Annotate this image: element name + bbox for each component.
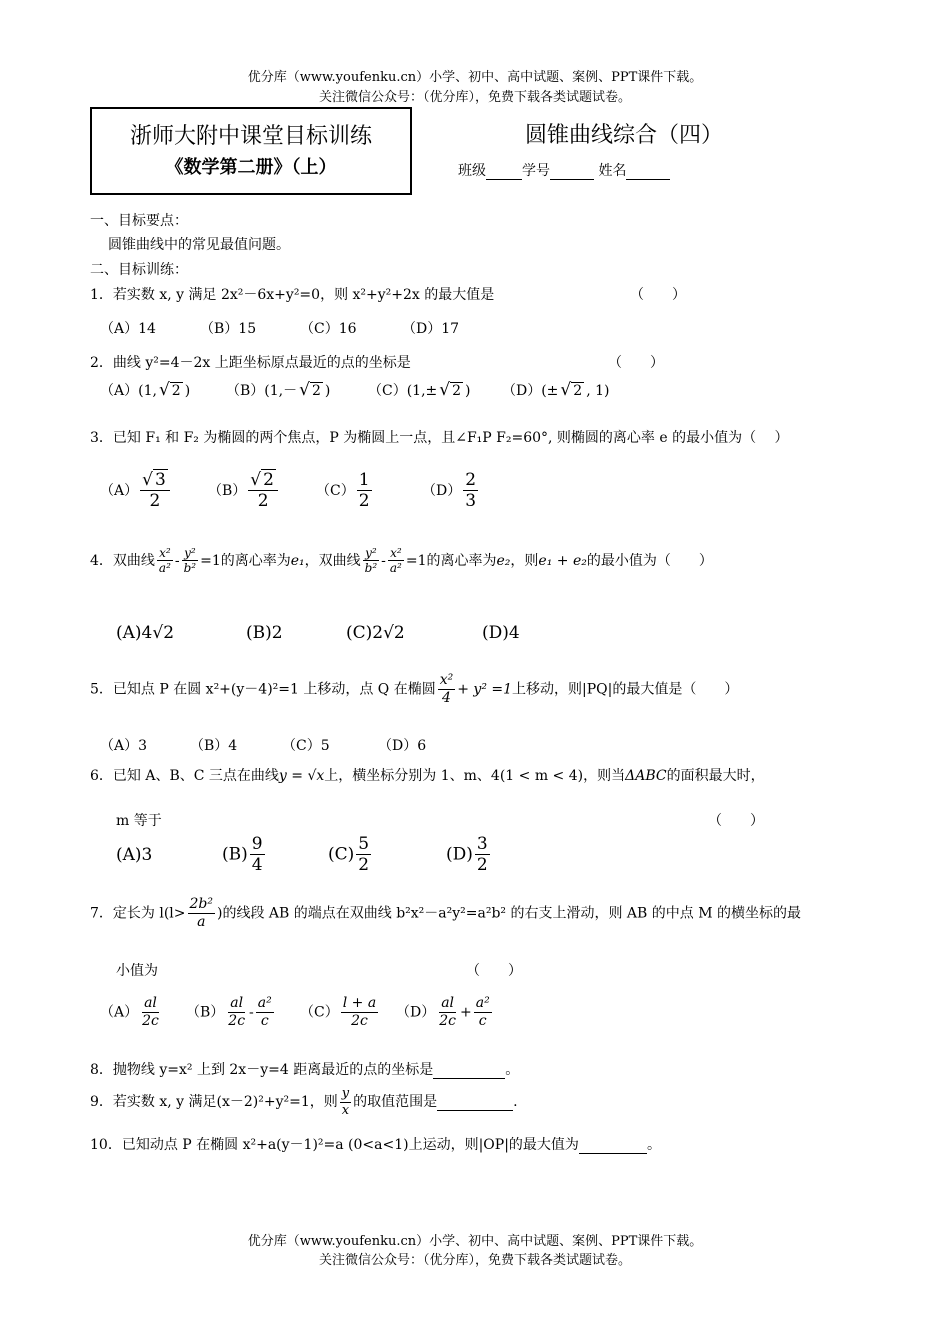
q7-option-a: （A） $\frac{al}{2c}$ [100,995,159,1029]
q5-option-b: （B）4 [190,738,238,754]
student-info [458,160,670,180]
header-line-2: 关注微信公众号：（优分库），免费下载各类试题试卷。 [318,90,631,105]
question-9: 9．若实数 x, y 满足(x－2)²+y²=1，则 $\frac{y}{x}$ 的取值范围是 . [90,1086,518,1118]
section-1-body: 圆锥曲线中的常见最值问题。 [108,237,290,253]
course-book: 《数学第二册》（上） [165,157,337,178]
q5-option-a: （A）3 [100,738,148,754]
question-8: 8．抛物线 y=x² 上到 2x－y=4 距离最近的点的坐标是 。 [90,1062,520,1078]
name-label: 姓名 [598,163,627,179]
q6-option-d: (D) $\frac{3}{2}$ [446,834,488,876]
header-line-1: 优分库（www.youfenku.cn）小学、初中、高中试题、案例、PPT课件下载。 [247,70,703,85]
question-7: 7．定长为 l(l> $\frac{\text{2b²}}{a}$ )的线段 AB 的端点在双曲线 b²x²－a²y²=a²b² 的右支上滑动，则 AB 的中点 M 的横坐标的最 [90,896,802,930]
q4-option-b: (B)2 [246,623,283,643]
question-1: 1．若实数 x, y 满足 2x²－6x+y²=0，则 x²+y²+2x 的最大值是 [90,287,495,303]
footer-line-2: 关注微信公众号：（优分库），免费下载各类试题试卷。 [318,1253,631,1268]
q3-option-a: （A） $\frac{√ 3}{2}$ [100,470,172,512]
q4-option-c: (C)2√2 [346,623,405,643]
q1-option-a: （A）14 [100,321,156,337]
section-1-heading: 一、目标要点： [90,213,188,229]
q2-option-c: （C）(1,± √ 2 ) [368,380,471,400]
q2-option-d: （D）(± √ 2 , 1) [502,380,610,400]
question-3: 3．已知 F₁ 和 F₂ 为椭圆的两个焦点，P 为椭圆上一点，且∠F₁P F₂=60°, 则椭圆的离心率 e 的最小值为（ ） [90,430,789,446]
q1-option-c: （C）16 [300,321,357,337]
q10-answer-blank[interactable] [579,1137,647,1154]
q3-option-d: （D） $\frac{2}{3}$ [422,470,477,512]
footer-line-1: 优分库（www.youfenku.cn）小学、初中、高中试题、案例、PPT课件下载。 [247,1234,703,1249]
q6-option-c: (C) $\frac{5}{2}$ [328,834,370,876]
q4-option-d: (D)4 [482,623,520,643]
number-label: 学号 [522,163,550,179]
q1-option-b: （B）15 [200,321,257,337]
q7-line-2: 小值为 [116,963,158,979]
q7-option-d: （D） $\frac{al}{2c}$ + $\frac{\text{a²}}{c}$ [396,995,490,1029]
q3-option-b: （B） $\frac{√ 2}{2}$ [208,470,280,512]
q5-option-d: （D）6 [378,738,427,754]
page-title: 圆锥曲线综合（四） [525,123,724,148]
course-name: 浙师大附中课堂目标训练 [129,124,372,149]
q3-option-c: （C） $\frac{1}{2}$ [316,470,370,512]
q2-option-a: （A）(1, √ 2 ) [100,380,191,400]
q8-answer-blank[interactable] [433,1062,505,1079]
q1-answer-paren[interactable]: （ ） [630,287,686,303]
question-4: 4．双曲线 $\frac{\text{x²}}{\text{a²}}$ - $\frac{\text{y²}}{\text{b²}}$ =1的离心率为e₁，双曲线 $\frac{\text{y²}}{\text{b²}}$ - $\frac{\text{x²}}{\text{a²}}$ =1的离心率为e₂，则e₁ + e₂的最小值为（ ） [90,546,713,576]
q6-option-b: (B) $\frac{9}{4}$ [222,834,263,876]
q2-answer-paren[interactable]: （ ） [608,355,664,371]
q7-option-c: （C） $\frac{l + a}{2c}$ [300,995,377,1029]
section-2-heading: 二、目标训练： [90,262,188,278]
number-blank[interactable] [550,163,594,180]
q4-option-a: (A)4√2 [116,623,175,643]
question-5: 5．已知点 P 在圆 x²+(y－4)²=1 上移动，点 Q 在椭圆 $\frac{\text{x²}}{4}$ + y² =1上移动，则|PQ|的最大值是（ ） [90,672,739,706]
class-label: 班级 [458,163,486,179]
question-2: 2．曲线 y²=4－2x 上距坐标原点最近的点的坐标是 [90,355,411,371]
q9-answer-blank[interactable] [437,1094,513,1111]
class-blank[interactable] [486,163,522,180]
q7-answer-paren[interactable]: （ ） [466,963,522,979]
q1-option-d: （D）17 [402,321,460,337]
q6-line-2: m 等于 [116,813,162,829]
course-box [90,107,412,195]
question-10: 10．已知动点 P 在椭圆 x²+a(y－1)²=a (0<a<1)上运动，则|OP|的最大值为 。 [90,1137,661,1153]
name-blank[interactable] [626,163,670,180]
q2-option-b: （B）(1,－ √ 2 ) [226,380,331,400]
q7-option-b: （B） $\frac{al}{2c}$ - $\frac{\text{a²}}{c}$ [186,995,272,1029]
question-6: 6．已知 A、B、C 三点在曲线y = √x上，横坐标分别为 1、m、4(1 < m < 4)，则当ΔABC的面积最大时， [90,768,765,784]
q6-option-a: (A)3 [116,845,153,865]
q5-option-c: （C）5 [282,738,330,754]
q6-answer-paren[interactable]: （ ） [708,813,764,829]
